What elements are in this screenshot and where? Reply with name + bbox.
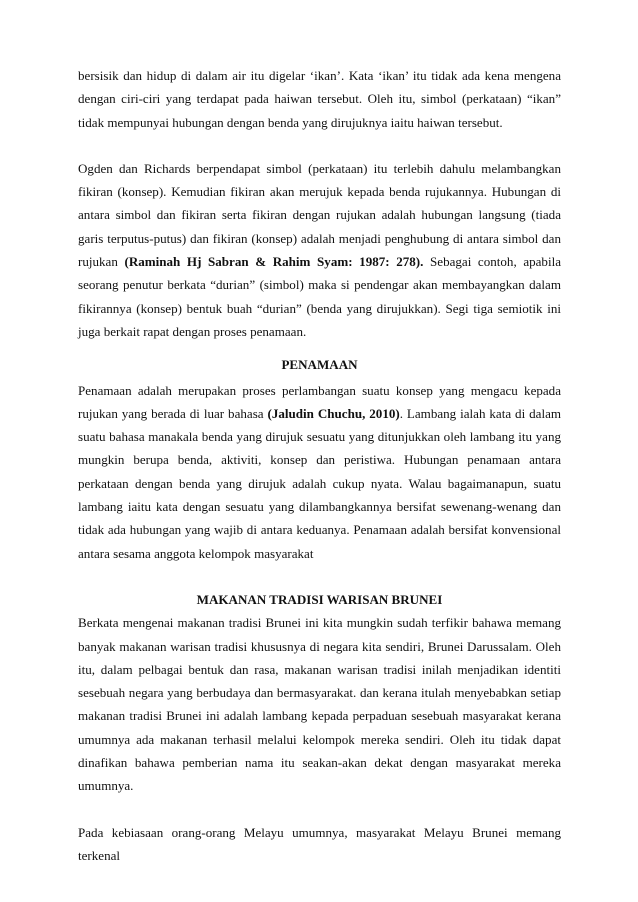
citation-jaludin: (Jaludin Chuchu, 2010) — [267, 405, 400, 421]
paragraph-text: Sebagai contoh, apabila seorang penutur berkata “durian” (simbol) maka si pendengar akan membayangkan dalam fikirannya (konsep) bentuk buah “durian” (benda yang dirujukkan). Segi tiga semiotik ini juga berkait rapat dengan proses penamaan. — [78, 254, 561, 339]
paragraph-ogden-richards — [78, 157, 561, 343]
paragraph-ikan: bersisik dan hidup di dalam air itu digelar ‘ikan’. Kata ‘ikan’ itu tidak ada kena mengena dengan ciri-ciri yang terdapat pada haiwan tersebut. Oleh itu, simbol (perkataan) “ikan” tidak mempunyai hubungan dengan benda yang dirujuknya iaitu haiwan tersebut. — [78, 68, 561, 130]
heading-makanan-tradisi: MAKANAN TRADISI WARISAN BRUNEI — [196, 591, 443, 607]
paragraph-kebiasaan: Pada kebiasaan orang-orang Melayu umumnya, masyarakat Melayu Brunei memang terkenal — [78, 824, 561, 863]
paragraph-penamaan — [78, 379, 561, 565]
document-page — [78, 64, 561, 867]
heading-penamaan: PENAMAAN — [281, 357, 358, 373]
paragraph-makanan-tradisi: Berkata mengenai makanan tradisi Brunei ini kita mungkin sudah terfikir bahawa memang banyak makanan warisan tradisi khususnya di negara kita sendiri, Brunei Darussalam. Oleh itu, dalam pelbagai bentuk dan rasa, makanan warisan tradisi inilah menjadikan identiti sesebuah negara yang berbudaya dan bermasyarakat. dan kerana itulah menyebabkan setiap makanan tradisi Brunei ini adalah lambang kepada perpaduan sesebuah masyarakat kerana umumnya ada makanan terhasil melalui kelompok mereka sendiri. Oleh itu tidak dapat dinafikan bahawa pemberian nama itu seakan-akan dekat dengan masyarakat mereka umumnya. — [78, 615, 561, 794]
paragraph-text: . Lambang ialah kata di dalam suatu bahasa manakala benda yang dirujuk sesuatu yang ditunjukkan oleh lambang itu yang mungkin berupa benda, aktiviti, konsep dan peristiwa. Hubungan penamaan antara perkataan dengan benda yang dirujuk adalah cukup nyata. Walau bagaimanapun, suatu lambang iaitu kata dengan sesuatu yang dilambangkannya bersifat sewenang-wenang dan tidak ada hubungan yang wajib di antara keduanya. Penamaan adalah bersifat konvensional antara sesama anggota kelompok masyarakat — [78, 405, 562, 561]
citation-raminah: (Raminah Hj Sabran & Rahim Syam: 1987: 278). — [124, 254, 424, 270]
paragraph-text: Ogden dan Richards berpendapat simbol (perkataan) itu terlebih dahulu melambangkan fikiran (konsep). Kemudian fikiran akan merujuk kepada benda rujukannya. Hubungan di antara simbol dan fikiran serta fikiran dengan rujukan adalah hubungan langsung (tiada garis terputus-putus) dan fikiran (konsep) adalah menjadi penghubung di antara simbol dan rujukan — [78, 160, 561, 270]
paragraph-text: Penamaan adalah merupakan proses perlambangan suatu konsep yang mengacu kepada rujukan yang berada di luar bahasa — [78, 382, 561, 421]
